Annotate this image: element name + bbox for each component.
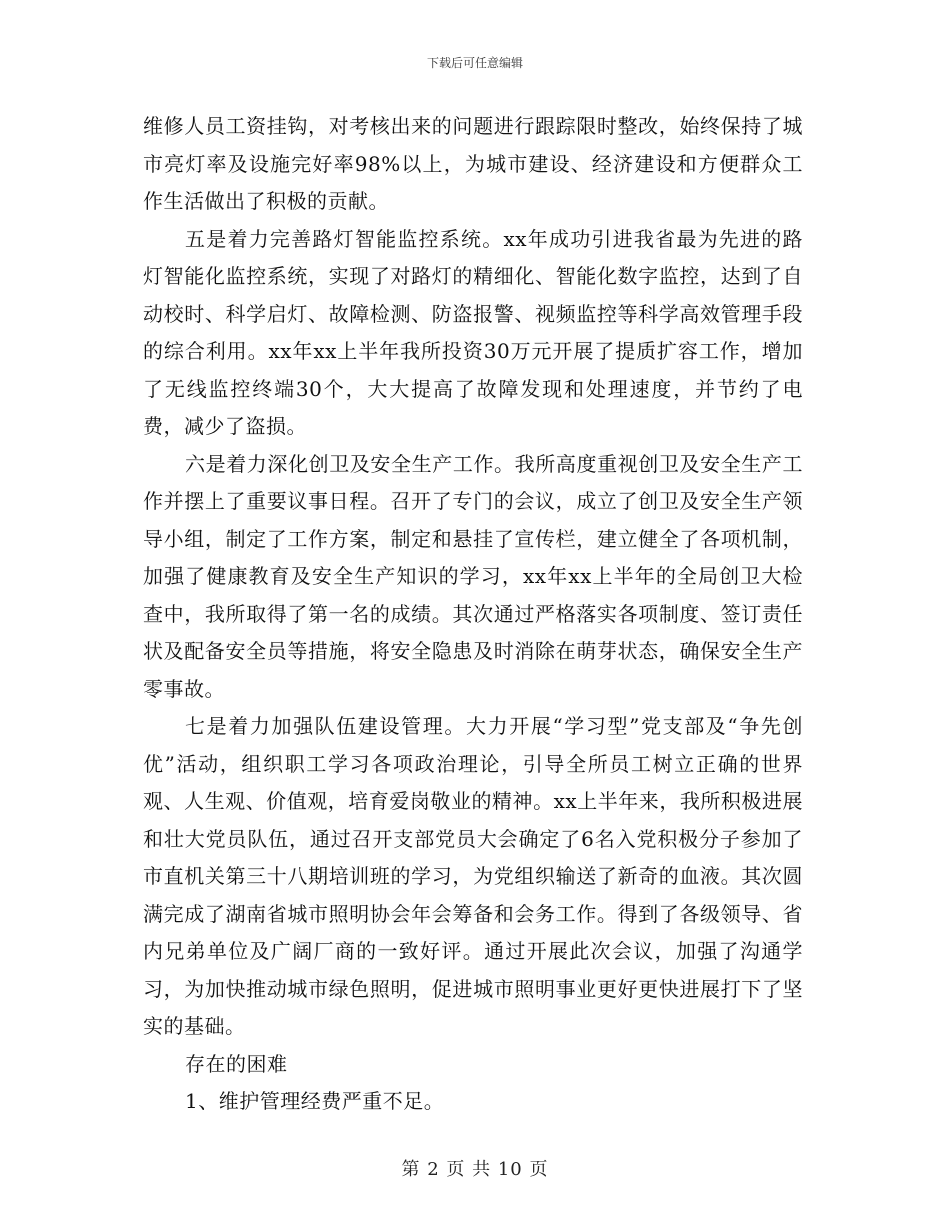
paragraph-safety-production: 六是着力深化创卫及安全生产工作。我所高度重视创卫及安全生产工作并摆上了重要议事日程。召开了专门的会议，成立了创卫及安全生产领导小组，制定了工作方案，制定和悬挂了宣传栏，建立健全了各项机制，加强了健康教育及安全生产知识的学习，xx年xx上半年的全局创卫大检查中，我所取得了第一名的成绩。其次通过严格落实各项制度、签订责任状及配备安全员等措施，将安全隐患及时消除在萌芽状态，确保安全生产零事故。 bbox=[143, 451, 803, 701]
paragraph-monitoring-system: 五是着力完善路灯智能监控系统。xx年成功引进我省最为先进的路灯智能化监控系统，实现了对路灯的精细化、智能化数字监控，达到了自动校时、科学启灯、故障检测、防盗报警、视频监控等科学高效管理手段的综合利用。xx年xx上半年我所投资30万元开展了提质扩容工作，增加了无线监控终端30个，大大提高了故障发现和处理速度，并节约了电费，减少了盗损。 bbox=[143, 226, 803, 438]
paragraph-continuation: 维修人员工资挂钩，对考核出来的问题进行跟踪限时整改，始终保持了城市亮灯率及设施完好率98%以上，为城市建设、经济建设和方便群众工作生活做出了积极的贡献。 bbox=[143, 114, 803, 213]
section-heading-difficulties: 存在的困难 bbox=[185, 1051, 288, 1076]
document-body bbox=[143, 108, 803, 1121]
paragraph-team-building: 七是着力加强队伍建设管理。大力开展“学习型”党支部及“争先创优”活动，组织职工学习各项政治理论，引导全所员工树立正确的世界观、人生观、价值观，培育爱岗敬业的精神。xx上半年来，我所积极进展和壮大党员队伍，通过召开支部党员大会确定了6名入党积极分子参加了市直机关第三十八期培训班的学习，为党组织输送了新奇的血液。其次圆满完成了湖南省城市照明协会年会筹备和会务工作。得到了各级领导、省内兄弟单位及广阔厂商的一致好评。通过开展此次会议，加强了沟通学习，为加快推动城市绿色照明，促进城市照明事业更好更快进展打下了坚实的基础。 bbox=[143, 714, 803, 1038]
list-item-funding-shortage: 1、维护管理经费严重不足。 bbox=[185, 1089, 445, 1113]
page-number-footer: 第 2 页 共 10 页 bbox=[401, 1159, 549, 1180]
page-header-note: 下载后可任意编辑 bbox=[426, 56, 523, 70]
